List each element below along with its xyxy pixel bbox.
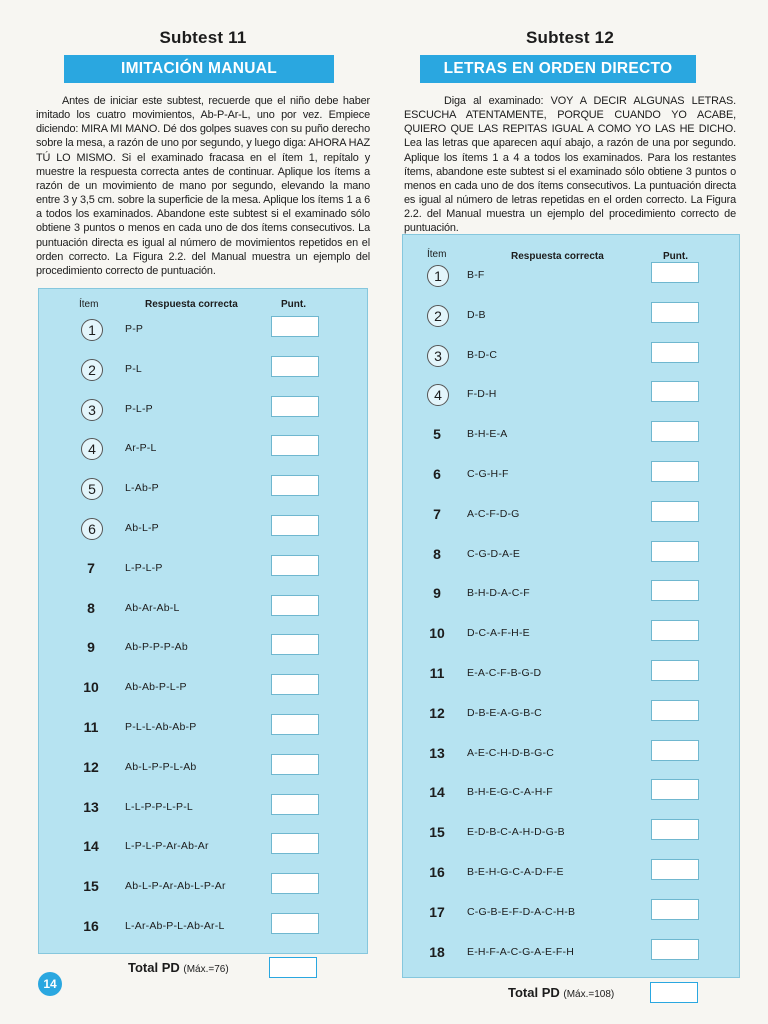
item-row [39, 836, 367, 876]
item-row [403, 703, 739, 743]
item-row [39, 916, 367, 956]
item-number: 4 [427, 384, 449, 406]
score-field[interactable] [271, 714, 319, 735]
item-row [39, 876, 367, 916]
instructions-text: Diga al examinado: VOY A DECIR ALGUNAS LETRAS. ESCUCHA ATENTAMENTE, PORQUE CUANDO YO ACABE, QUIERO QUE LAS REPITAS IGUAL A COMO YO LAS HE DICHO. Lea las letras que aparecen aquí abajo, a razón de una por segundo. Aplique los ítems 1 a 4 a todos los examinados. Para los restantes ítems, abandone este subtest si el examinado sólo obtiene 3 puntos o menos en cada uno de dos ítems consecutivos. La puntuación directa es igual al número de letras repetidas en el orden correcto. La Figura 2.2. del Manual muestra un ejemplo del procedimiento correcto de puntuación. [404, 95, 736, 235]
item-number: 9 [433, 585, 441, 602]
correct-response: L-L-P-P-L-P-L [125, 800, 193, 813]
correct-response: P-L [125, 362, 142, 375]
item-number: 8 [87, 599, 95, 616]
score-field[interactable] [651, 620, 699, 641]
score-field[interactable] [651, 262, 699, 283]
correct-response: Ab-L-P-P-L-Ab [125, 760, 197, 773]
score-field[interactable] [651, 580, 699, 601]
score-field[interactable] [271, 794, 319, 815]
correct-response: Ab-L-P [125, 522, 159, 534]
item-number: 15 [429, 824, 445, 841]
item-number: 10 [429, 625, 445, 642]
correct-response: B-E-H-G-C-A-D-F-E [467, 866, 564, 878]
score-field[interactable] [651, 779, 699, 800]
correct-response: E-A-C-F-B-G-D [467, 667, 542, 679]
item-number: 17 [429, 903, 445, 920]
item-number: 11 [429, 665, 445, 681]
score-field[interactable] [651, 819, 699, 840]
score-field[interactable] [271, 396, 319, 417]
scoring-table [402, 234, 740, 978]
item-number: 3 [81, 399, 103, 421]
subtest-title: Subtest 12 [526, 28, 614, 47]
total-max: (Máx.=76) [183, 964, 229, 975]
item-row [403, 265, 739, 305]
score-field[interactable] [271, 873, 319, 894]
correct-response: Ab-Ab-P-L-P [125, 681, 187, 694]
item-number: 6 [81, 518, 103, 540]
item-row [39, 518, 367, 558]
item-number: 7 [87, 559, 95, 576]
correct-response: B-H-E-A [467, 428, 508, 441]
correct-response: Ar-P-L [125, 442, 157, 455]
item-row [403, 384, 739, 424]
item-number: 12 [83, 758, 99, 775]
score-field[interactable] [651, 342, 699, 363]
item-number: 18 [429, 943, 445, 960]
scoring-table [38, 288, 368, 954]
score-field[interactable] [651, 381, 699, 402]
item-number: 7 [433, 505, 441, 522]
score-field[interactable] [271, 754, 319, 775]
correct-response: F-D-H [467, 388, 497, 401]
item-number: 13 [83, 798, 99, 815]
correct-response: L-P-L-P [125, 561, 163, 574]
correct-response: C-G-D-A-E [467, 547, 521, 560]
total-label: Total PD [508, 985, 560, 1000]
correct-response: Ab-P-P-P-Ab [125, 641, 188, 654]
item-number: 14 [83, 838, 99, 855]
item-row [403, 424, 739, 464]
item-number: 16 [83, 918, 99, 934]
item-row [39, 359, 367, 399]
item-row [403, 583, 739, 623]
item-row [403, 862, 739, 902]
item-number: 16 [429, 864, 445, 880]
score-field[interactable] [651, 421, 699, 442]
item-row [403, 743, 739, 783]
correct-response: E-H-F-A-C-G-A-E-F-H [467, 945, 575, 958]
subtest-banner: LETRAS EN ORDEN DIRECTO [420, 55, 696, 83]
correct-response: B-F [467, 269, 485, 281]
item-number: 1 [427, 265, 449, 287]
item-number: 9 [87, 639, 95, 656]
correct-response: B-H-E-G-C-A-H-F [467, 786, 553, 799]
item-row [39, 478, 367, 518]
correct-response: P-L-P [125, 402, 153, 415]
item-row [39, 399, 367, 439]
total-label: Total PD [128, 960, 180, 975]
subtest-banner: IMITACIÓN MANUAL [64, 55, 334, 83]
item-row [403, 782, 739, 822]
item-number: 1 [81, 319, 103, 341]
correct-response: A-C-F-D-G [467, 507, 520, 520]
item-number: 8 [433, 545, 441, 562]
item-row [403, 942, 739, 982]
score-field[interactable] [271, 356, 319, 377]
item-row [39, 598, 367, 638]
item-row [39, 319, 367, 359]
score-field[interactable] [271, 435, 319, 456]
item-row [403, 663, 739, 703]
subtest-title: Subtest 11 [159, 28, 247, 47]
total-pd [508, 985, 614, 1000]
total-score-field[interactable] [269, 957, 317, 978]
score-field[interactable] [271, 833, 319, 854]
score-field[interactable] [651, 501, 699, 522]
correct-response: L-P-L-P-Ar-Ab-Ar [125, 840, 209, 853]
item-row [39, 757, 367, 797]
item-row [39, 677, 367, 717]
item-row [403, 822, 739, 862]
correct-response: Ab-Ar-Ab-L [125, 601, 180, 614]
score-field[interactable] [651, 461, 699, 482]
score-field[interactable] [651, 859, 699, 880]
correct-response: E-D-B-C-A-H-D-G-B [467, 826, 565, 839]
correct-response: D-B [467, 308, 486, 321]
item-number: 12 [429, 704, 445, 721]
response-header: Respuesta correcta [145, 299, 238, 310]
score-field[interactable] [271, 913, 319, 934]
item-row [39, 637, 367, 677]
item-row [403, 902, 739, 942]
score-field[interactable] [651, 899, 699, 920]
item-row [403, 464, 739, 504]
correct-response: L-Ar-Ab-P-L-Ab-Ar-L [125, 920, 225, 932]
score-field[interactable] [651, 939, 699, 960]
item-row [39, 558, 367, 598]
item-number: 3 [427, 345, 449, 367]
score-field[interactable] [651, 740, 699, 761]
item-number: 4 [81, 438, 103, 460]
correct-response: B-D-C [467, 348, 498, 361]
item-number: 11 [83, 719, 99, 735]
correct-response: C-G-B-E-F-D-A-C-H-B [467, 905, 576, 918]
correct-response: P-L-L-Ab-Ab-P [125, 721, 197, 733]
score-field[interactable] [271, 515, 319, 536]
correct-response: D-B-E-A-G-B-C [467, 706, 542, 719]
item-number: 5 [433, 426, 441, 443]
item-header: Ítem [427, 249, 447, 260]
score-field[interactable] [271, 634, 319, 655]
score-header: Punt. [663, 251, 688, 262]
item-row [403, 305, 739, 345]
correct-response: D-C-A-F-H-E [467, 627, 530, 640]
item-row [403, 504, 739, 544]
correct-response: B-H-D-A-C-F [467, 587, 530, 600]
score-field[interactable] [651, 660, 699, 681]
correct-response: A-E-C-H-D-B-G-C [467, 746, 554, 759]
correct-response: C-G-H-F [467, 468, 509, 480]
score-header: Punt. [281, 299, 306, 310]
score-field[interactable] [271, 595, 319, 616]
item-header: Ítem [79, 299, 99, 310]
score-field[interactable] [651, 541, 699, 562]
total-score-field[interactable] [650, 982, 698, 1003]
total-max: (Máx.=108) [563, 989, 615, 1000]
correct-response: P-P [125, 323, 144, 335]
item-row [403, 345, 739, 385]
correct-response: Ab-L-P-Ar-Ab-L-P-Ar [125, 880, 226, 893]
correct-response: L-Ab-P [125, 482, 159, 495]
item-number: 15 [83, 878, 99, 895]
score-field[interactable] [271, 674, 319, 695]
item-number: 10 [83, 679, 99, 696]
item-row [403, 544, 739, 584]
instructions-text: Antes de iniciar este subtest, recuerde que el niño debe haber imitado los cuatro movimientos, Ab-P-Ar-L, uno por vez. Empiece diciendo: MIRA MI MANO. Dé dos golpes suaves con su puño derecho sobre la mesa, a razón de uno por segundo, y luego diga: AHORA HAZ TÚ LO MISMO. Si el examinado fracasa en el ítem 1, repítalo y muestre la respuesta correcta antes de continuar. Aplique los ítems a razón de un movimiento de mano por segundo, elevando la mano entre 3 y 3,5 cm. sobre la superficie de la mesa. Aplique los ítems 1 a 6 a todos los examinados. Abandone este subtest si el examinado sólo obtiene 3 puntos o menos en cada uno de dos ítems consecutivos. La puntuación directa es igual al número de movimientos repetidos en el orden correcto. La Figura 2.2. del Manual muestra un ejemplo del procedimiento correcto de puntuación. [36, 95, 370, 277]
item-number: 13 [429, 744, 445, 761]
score-field[interactable] [651, 302, 699, 323]
item-number: 5 [81, 478, 103, 500]
score-field[interactable] [651, 700, 699, 721]
total-pd [128, 960, 229, 975]
item-row [39, 438, 367, 478]
item-number: 14 [429, 784, 445, 801]
item-number: 6 [433, 466, 441, 482]
item-row [39, 797, 367, 837]
response-header: Respuesta correcta [511, 251, 604, 262]
item-row [403, 623, 739, 663]
score-field[interactable] [271, 316, 319, 337]
item-number: 2 [427, 305, 449, 327]
score-field[interactable] [271, 555, 319, 576]
page-number: 14 [38, 972, 62, 996]
score-field[interactable] [271, 475, 319, 496]
item-number: 2 [81, 359, 103, 381]
item-row [39, 717, 367, 757]
